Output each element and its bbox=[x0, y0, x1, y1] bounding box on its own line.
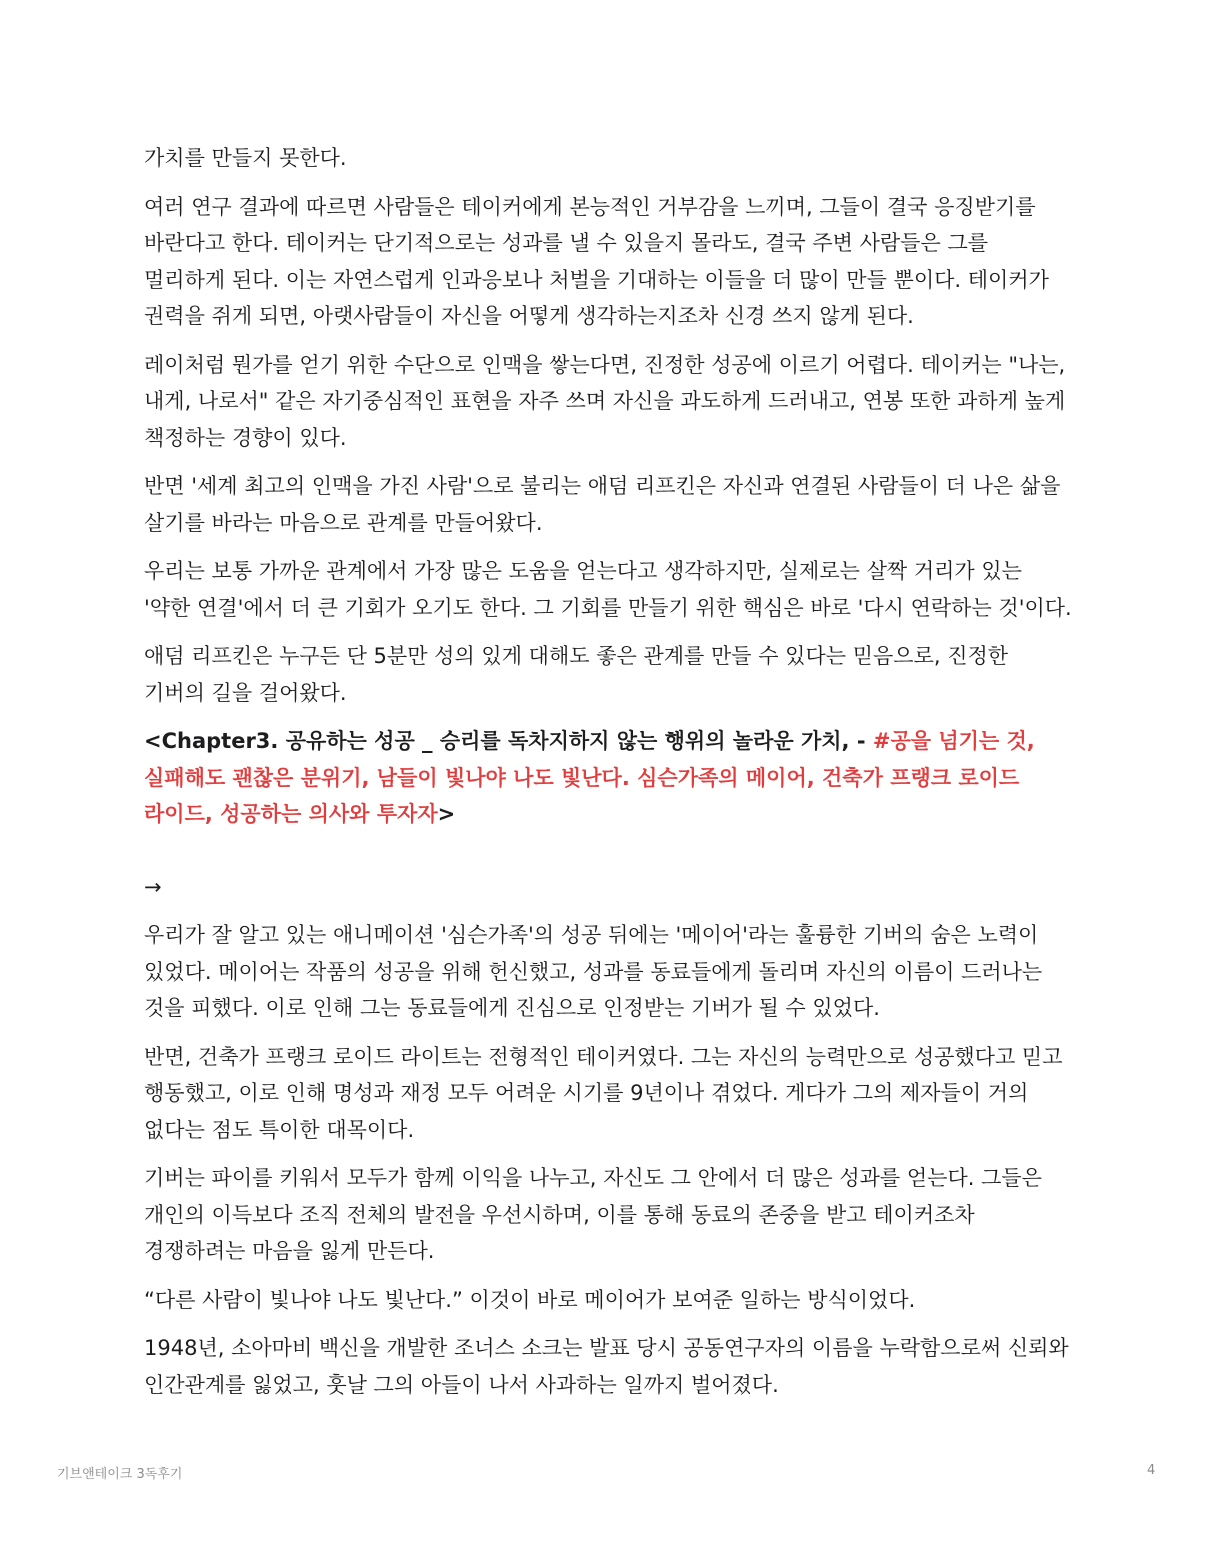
chapter-heading bbox=[144, 723, 1074, 833]
paragraph: 여러 연구 결과에 따르면 사람들은 테이커에게 본능적인 거부감을 느끼며, 그들이 결국 응징받기를 바란다고 한다. 테이커는 단기적으로는 성과를 낼 수 있을지 몰라도, 결국 주변 사람들은 그를 멀리하게 된다. 이는 자연스럽게 인과응보나 처벌을 기대하는 이들을 더 많이 만들 뿐이다. 테이커가 권력을 쥐게 되면, 아랫사람들이 자신을 어떻게 생각하는지조차 신경 쓰지 않게 된다. bbox=[144, 194, 1049, 328]
paragraph: 가치를 만들지 못한다. bbox=[144, 146, 347, 170]
arrow-icon: → bbox=[144, 874, 162, 899]
page-number: 4 bbox=[1147, 1463, 1156, 1478]
paragraph: 레이처럼 뭔가를 얻기 위한 수단으로 인맥을 쌓는다면, 진정한 성공에 이르기 어렵다. 테이커는 "나는, 내게, 나로서" 같은 자기중심적인 표현을 자주 쓰며 자신을 과도하게 드러내고, 연봉 또한 과하게 높게 책정하는 경향이 있다. bbox=[144, 352, 1066, 450]
document-body bbox=[144, 140, 1074, 1415]
paragraph: 우리는 보통 가까운 관계에서 가장 많은 도움을 얻는다고 생각하지만, 실제로는 살짝 거리가 있는 '약한 연결'에서 더 큰 기회가 오기도 한다. 그 기회를 만들기 위한 핵심은 바로 '다시 연락하는 것'이다. bbox=[144, 559, 1072, 620]
paragraph: 반면, 건축가 프랭크 로이드 라이트는 전형적인 테이커였다. 그는 자신의 능력만으로 성공했다고 믿고 행동했고, 이로 인해 명성과 재정 모두 어려운 시기를 9년이나 겪었다. 게다가 그의 제자들이 거의 없다는 점도 특이한 대목이다. bbox=[144, 1044, 1063, 1142]
chapter-heading-suffix: > bbox=[437, 802, 456, 826]
paragraph: 애덤 리프킨은 누구든 단 5분만 성의 있게 대해도 좋은 관계를 만들 수 있다는 믿음으로, 진정한 기버의 길을 걸어왔다. bbox=[144, 644, 1009, 705]
chapter-heading-highlight: #공을 넘기는 것, 실패해도 괜찮은 분위기, 남들이 빛나야 나도 빛난다. 심슨가족의 메이어, 건축가 프랭크 로이드 라이드, 성공하는 의사와 투자자 bbox=[144, 729, 1035, 826]
paragraph: 우리가 잘 알고 있는 애니메이션 '심슨가족'의 성공 뒤에는 '메이어'라는 훌륭한 기버의 숨은 노력이 있었다. 메이어는 작품의 성공을 위해 헌신했고, 성과를 동료들에게 돌리며 자신의 이름이 드러나는 것을 피했다. 이로 인해 그는 동료들에게 진심으로 인정받는 기버가 될 수 있었다. bbox=[144, 923, 1043, 1020]
paragraph: 1948년, 소아마비 백신을 개발한 조너스 소크는 발표 당시 공동연구자의 이름을 누락함으로써 신뢰와 인간관계를 잃었고, 훗날 그의 아들이 나서 사과하는 일까지 벌어졌다. bbox=[144, 1336, 1069, 1397]
paragraph: 기버는 파이를 키워서 모두가 함께 이익을 나누고, 자신도 그 안에서 더 많은 성과를 얻는다. 그들은 개인의 이득보다 조직 전체의 발전을 우선시하며, 이를 통해 동료의 존중을 받고 테이커조차 경쟁하려는 마음을 잃게 만든다. bbox=[144, 1166, 1042, 1263]
footer-title: 기브앤테이크 3독후기 bbox=[57, 1467, 183, 1482]
paragraph: 반면 '세계 최고의 인맥을 가진 사람'으로 불리는 애덤 리프킨은 자신과 연결된 사람들이 더 나은 삶을 살기를 바라는 마음으로 관계를 만들어왔다. bbox=[144, 474, 1061, 535]
chapter-heading-prefix: <Chapter3. 공유하는 성공 _ 승리를 독차지하지 않는 행위의 놀라운 가치, - bbox=[144, 729, 873, 753]
paragraph: “다른 사람이 빛나야 나도 빛난다.” 이것이 바로 메이어가 보여준 일하는 방식이었다. bbox=[144, 1287, 916, 1312]
